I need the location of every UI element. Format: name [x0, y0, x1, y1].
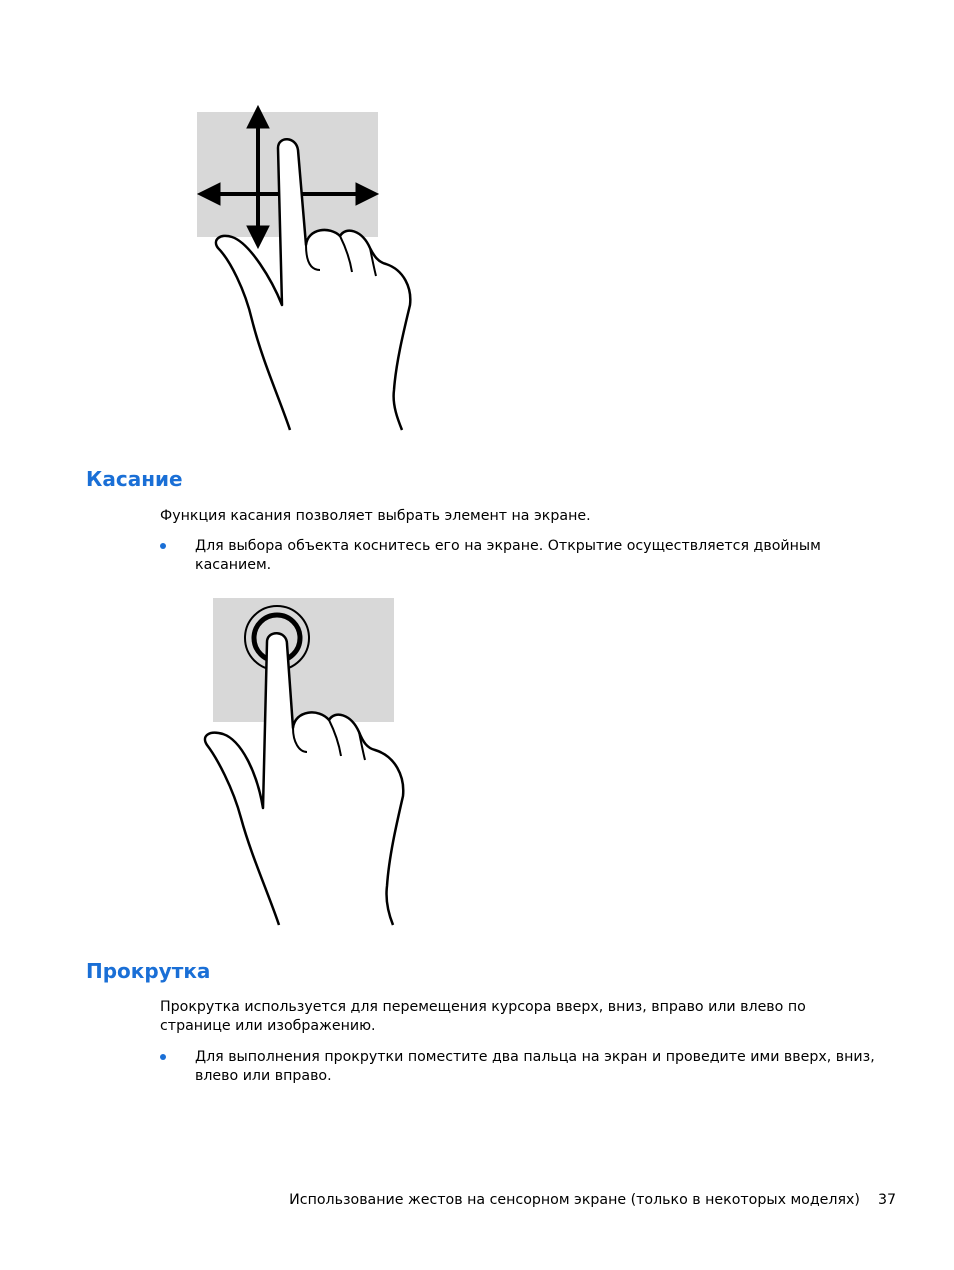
tap-hand-icon — [195, 590, 425, 930]
bullet-icon — [160, 543, 166, 549]
section-paragraph-scroll: Прокрутка используется для перемещения курсора вверх, вниз, вправо или влево по странице или изображению. — [160, 999, 806, 1034]
list-item — [160, 537, 860, 577]
page-footer — [289, 1191, 896, 1210]
bullet-icon — [160, 1054, 166, 1060]
four-way-drag-hand-icon — [190, 100, 430, 440]
page-number: 37 — [877, 1192, 896, 1208]
bullet-text: Для выбора объекта коснитесь его на экране. Открытие осуществляется двойным касанием. — [195, 538, 821, 573]
section-heading-scroll: Прокрутка — [86, 959, 211, 983]
bullet-text: Для выполнения прокрутки поместите два пальца на экран и проведите ими вверх, вниз, влево или вправо. — [195, 1049, 875, 1084]
list-item — [160, 1048, 875, 1088]
section-paragraph-tap: Функция касания позволяет выбрать элемент на экране. — [160, 508, 591, 524]
section-heading-tap: Касание — [86, 467, 183, 491]
footer-title: Использование жестов на сенсорном экране (только в некоторых моделях) — [289, 1192, 860, 1208]
